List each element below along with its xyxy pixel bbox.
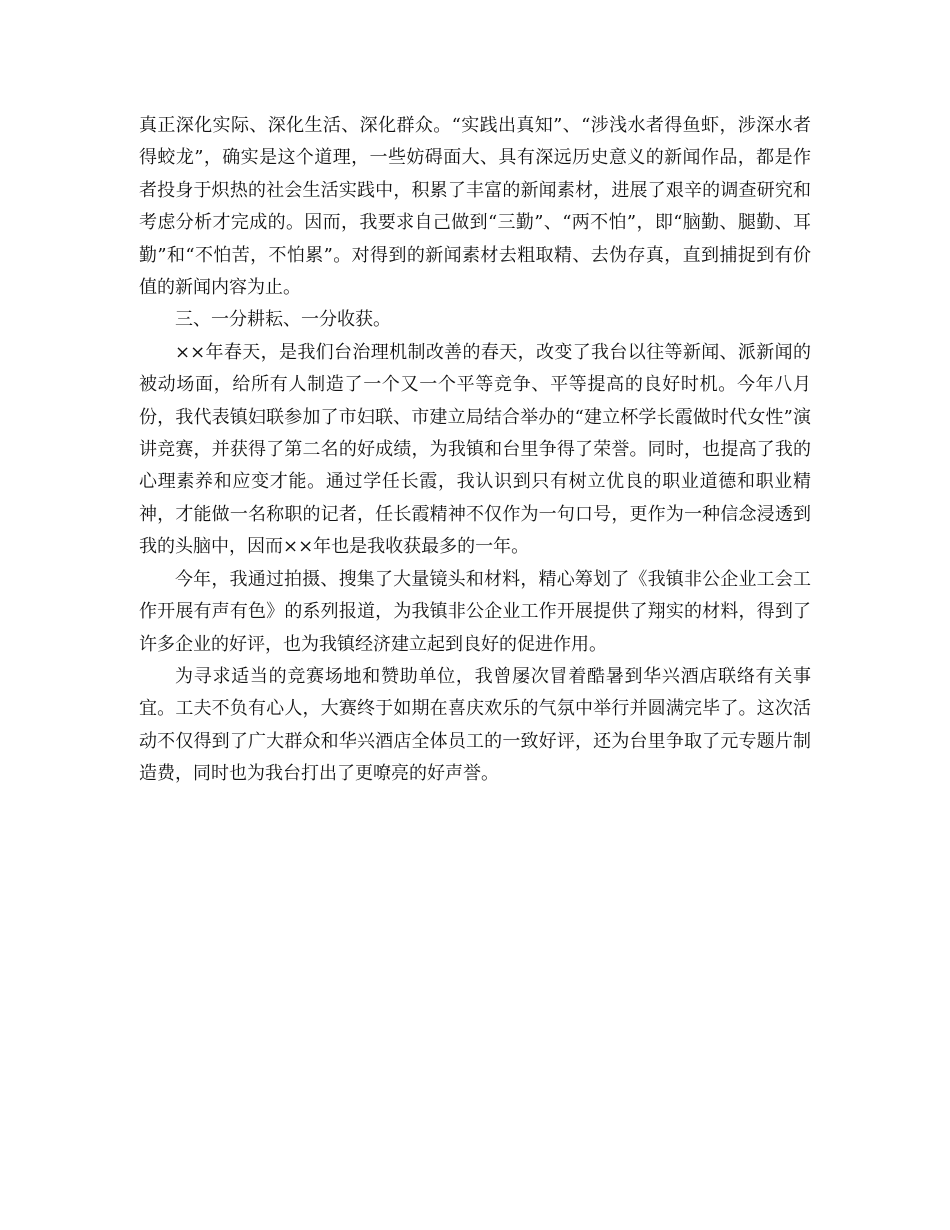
- paragraph-spring: ××年春天，是我们台治理机制改善的春天，改变了我台以往等新闻、派新闻的被动场面，给所有人制造了一个又一个平等竞争、平等提高的良好时机。今年八月份，我代表镇妇联参加了市妇联、市建立局结合举办的“建立杯学长霞做时代女性”演讲竞赛，并获得了第二名的好成绩，为我镇和台里争得了荣誉。同时，也提高了我的心理素养和应变才能。通过学任长霞，我认识到只有树立优良的职业道德和职业精神，才能做一名称职的记者，任长霞精神不仅作为一句口号，更作为一种信念浸透到我的头脑中，因而××年也是我收获最多的一年。: [139, 341, 811, 558]
- document-body: [139, 110, 811, 791]
- paragraph-continuation: 真正深化实际、深化生活、深化群众。“实践出真知”、“涉浅水者得鱼虾，涉深水者得蛟龙”，确实是这个道理，一些妨碍面大、具有深远历史意义的新闻作品，都是作者投身于炽热的社会生活实践中，积累了丰富的新闻素材，进展了艰辛的调查研究和考虑分析才完成的。因而，我要求自己做到“三勤”、“两不怕”，即“脑勤、腿勤、耳勤”和“不怕苦，不怕累”。对得到的新闻素材去粗取精、去伪存真，直到捕捉到有价值的新闻内容为止。: [139, 115, 811, 299]
- section-heading: 三、一分耕耘、一分收获。: [175, 309, 391, 331]
- paragraph-report: 今年，我通过拍摄、搜集了大量镜头和材料，精心筹划了《我镇非公企业工会工作开展有声有色》的系列报道，为我镇非公企业工作开展提供了翔实的材料，得到了许多企业的好评，也为我镇经济建立起到良好的促进作用。: [139, 568, 811, 655]
- paragraph-sponsorship: 为寻求适当的竞赛场地和赞助单位，我曾屡次冒着酷暑到华兴酒店联络有关事宜。工夫不负有心人，大赛终于如期在喜庆欢乐的气氛中举行并圆满完毕了。这次活动不仅得到了广大群众和华兴酒店全体员工的一致好评，还为台里争取了元专题片制造费，同时也为我台打出了更嘹亮的好声誉。: [139, 665, 811, 785]
